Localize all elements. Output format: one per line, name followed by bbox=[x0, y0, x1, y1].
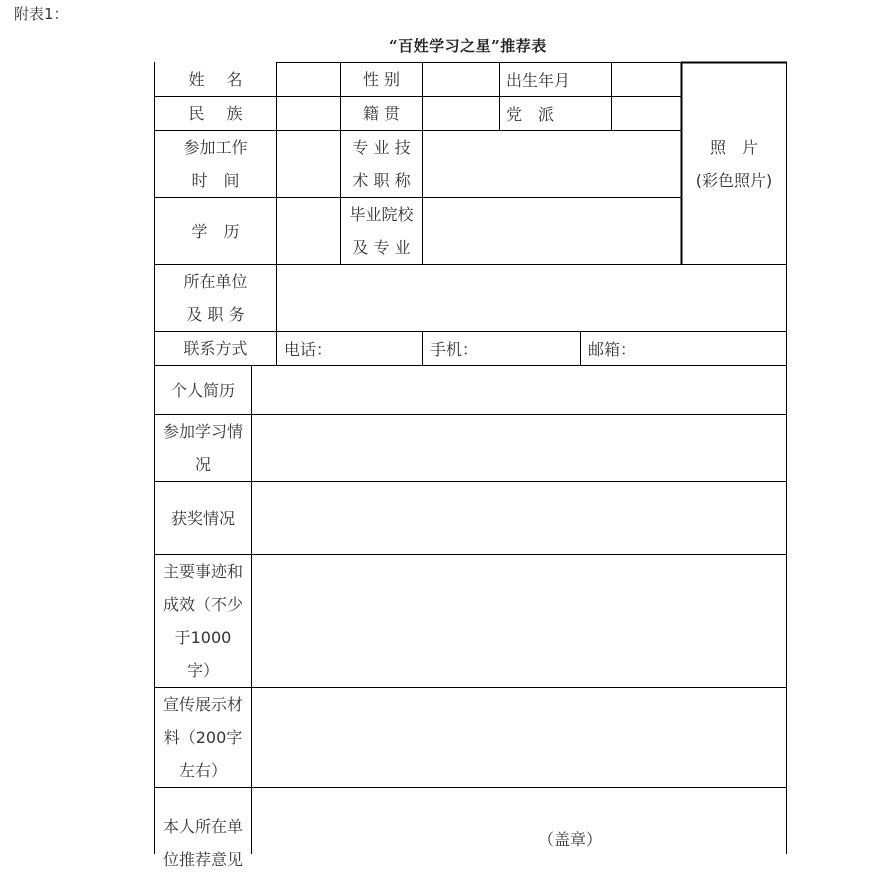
recommend-unit-label: 本人所在单 位推荐意见 bbox=[162, 817, 243, 869]
gender-label: 性 别 bbox=[362, 70, 401, 89]
unit-position-label: 所在单位 及 职 务 bbox=[183, 272, 248, 324]
school-major-label: 毕业院校 及 专 业 bbox=[349, 205, 414, 257]
native-place-label: 籍 贯 bbox=[362, 104, 401, 123]
photo-placeholder: 照 片 (彩色照片) bbox=[695, 137, 773, 190]
birth-label: 出生年月 bbox=[506, 71, 571, 90]
party-label: 党 派 bbox=[506, 105, 555, 124]
form-title: “百姓学习之星”推荐表 bbox=[389, 37, 547, 55]
ethnicity-label: 民 族 bbox=[188, 104, 243, 123]
contact-label: 联系方式 bbox=[183, 339, 248, 358]
promo-label: 宣传展示材 料（200字 左右） bbox=[162, 695, 243, 780]
phone-label: 电话： bbox=[284, 340, 333, 359]
education-label: 学 历 bbox=[191, 221, 240, 241]
mobile-label: 手机： bbox=[430, 340, 479, 359]
email-label: 邮箱： bbox=[588, 340, 637, 359]
awards-label: 获奖情况 bbox=[170, 508, 235, 528]
tech-title-label: 专 业 技 术 职 称 bbox=[352, 138, 411, 190]
stamp-label: （盖章） bbox=[538, 830, 603, 849]
work-start-label: 参加工作 时 间 bbox=[183, 138, 248, 190]
study-label: 参加学习情 况 bbox=[162, 422, 243, 474]
annex-label: 附表1： bbox=[14, 5, 69, 23]
resume-label: 个人简历 bbox=[170, 380, 235, 400]
deeds-label: 主要事迹和 成效（不少 于1000 字） bbox=[162, 562, 243, 680]
name-label: 姓 名 bbox=[188, 70, 243, 89]
